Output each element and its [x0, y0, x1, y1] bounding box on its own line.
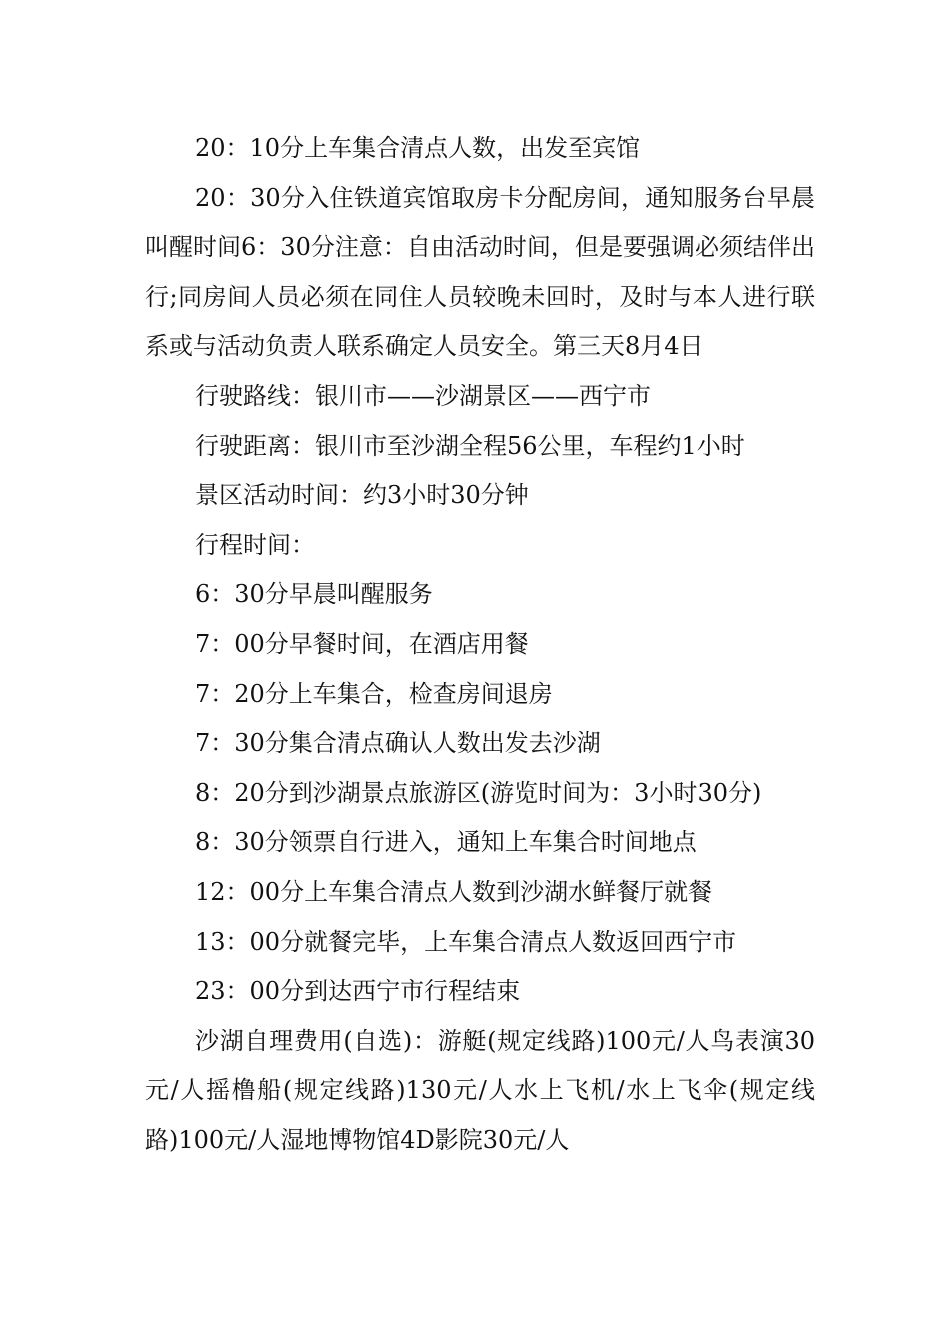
schedule-item: 12：00分上车集合清点人数到沙湖水鲜餐厅就餐 [195, 877, 713, 906]
schedule-item: 23：00分到达西宁市行程结束 [195, 977, 521, 1006]
document-page [145, 124, 815, 1165]
schedule-item: 6：30分早晨叫醒服务 [195, 580, 433, 609]
schedule-item: 7：20分上车集合，检查房间退房 [195, 679, 553, 708]
paragraph-departure-to-hotel: 20：10分上车集合清点人数，出发至宾馆 [195, 134, 641, 162]
paragraph-driving-route: 行驶路线：银川市——沙湖景区——西宁市 [195, 381, 651, 410]
paragraph-schedule-heading: 行程时间： [195, 530, 315, 559]
paragraph-activity-duration: 景区活动时间：约3小时30分钟 [195, 481, 529, 510]
paragraph-optional-fees: 沙湖自理费用(自选)：游艇(规定线路)100元/人鸟表演30元/人摇橹船(规定线路)130元/人水上飞机/水上飞伞(规定线路)100元/人湿地博物馆4D影院30元/人 [145, 1026, 815, 1154]
paragraph-hotel-checkin-notice: 20：30分入住铁道宾馆取房卡分配房间，通知服务台早晨叫醒时间6：30分注意：自由活动时间，但是要强调必须结伴出行;同房间人员必须在同住人员较晚未回时，及时与本人进行联系或与活动负责人联系确定人员安全。第三天8月4日 [145, 183, 815, 361]
schedule-item: 8：30分领票自行进入，通知上车集合时间地点 [195, 828, 697, 857]
schedule-item: 8：20分到沙湖景点旅游区(游览时间为：3小时30分) [195, 778, 762, 807]
schedule-item: 13：00分就餐完毕，上车集合清点人数返回西宁市 [195, 927, 737, 956]
paragraph-driving-distance: 行驶距离：银川市至沙湖全程56公里，车程约1小时 [195, 431, 745, 460]
schedule-item: 7：30分集合清点确认人数出发去沙湖 [195, 729, 601, 758]
schedule-item: 7：00分早餐时间，在酒店用餐 [195, 629, 529, 658]
